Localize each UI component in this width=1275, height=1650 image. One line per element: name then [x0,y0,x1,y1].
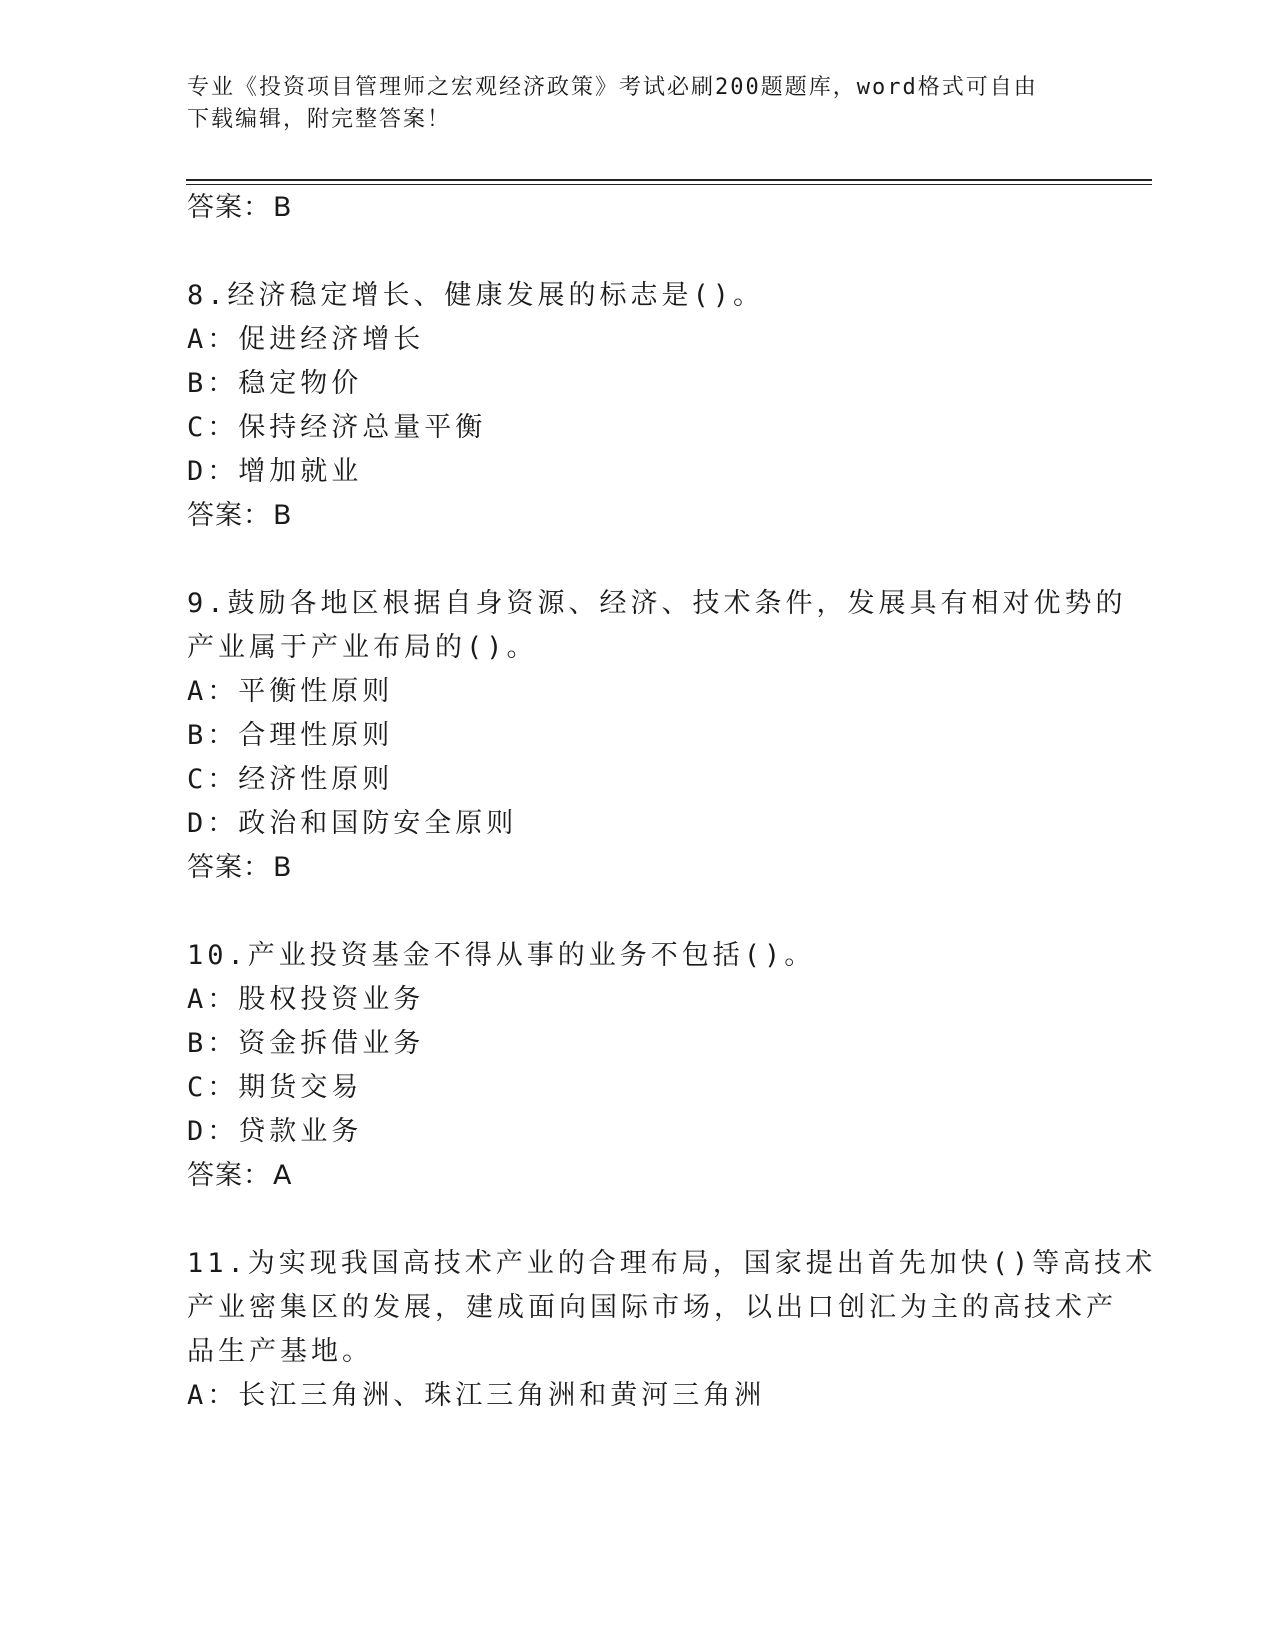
answer-label: 答案： [187,500,271,531]
question-9-option-d: D：政治和国防安全原则 [187,808,518,839]
answer-value: B [273,852,293,883]
question-8-answer [187,498,293,534]
question-10-option-d: D：贷款业务 [187,1116,363,1147]
question-8-text: 8.经济稳定增长、健康发展的标志是()。 [187,280,765,311]
question-10-text: 10.产业投资基金不得从事的业务不包括()。 [187,940,816,971]
header-line-1: 专业《投资项目管理师之宏观经济政策》考试必刷200题题库，word格式可自由 [187,75,1038,100]
question-10-option-b: B：资金拆借业务 [187,1028,425,1059]
question-9-answer [187,850,293,886]
question-11-text-line-1: 11.为实现我国高技术产业的合理布局，国家提出首先加快()等高技术 [187,1248,1157,1279]
question-9-text-line-1: 9.鼓励各地区根据自身资源、经济、技术条件，发展具有相对优势的 [187,588,1127,619]
question-9-option-b: B：合理性原则 [187,720,394,751]
answer-label: 答案： [187,852,271,883]
question-10-option-a: A：股权投资业务 [187,984,425,1015]
header-divider-thin [186,184,1152,185]
question-8-option-a: A：促进经济增长 [187,324,425,355]
question-11-option-a: A：长江三角洲、珠江三角洲和黄河三角洲 [187,1380,766,1411]
question-9-option-a: A：平衡性原则 [187,676,394,707]
answer-value: B [273,500,293,531]
answer-value: A [273,1160,293,1191]
question-10-answer [187,1158,292,1194]
question-8-option-d: D：增加就业 [187,456,363,487]
answer-line [187,190,293,226]
header-divider-thick [186,179,1152,181]
question-9-text-line-2: 产业属于产业布局的()。 [187,632,538,663]
header-line-2: 下载编辑，附完整答案！ [187,107,452,132]
question-11-text-line-2: 产业密集区的发展，建成面向国际市场，以出口创汇为主的高技术产 [187,1292,1117,1323]
question-9-option-c: C：经济性原则 [187,764,394,795]
question-8-option-c: C：保持经济总量平衡 [187,412,487,443]
answer-label: 答案： [187,192,271,223]
answer-value: B [273,192,293,223]
question-10-option-c: C：期货交易 [187,1072,363,1103]
document-header [187,72,1067,136]
question-11-text-line-3: 品生产基地。 [187,1336,373,1367]
question-8-option-b: B：稳定物价 [187,368,363,399]
answer-label: 答案： [187,1160,271,1191]
